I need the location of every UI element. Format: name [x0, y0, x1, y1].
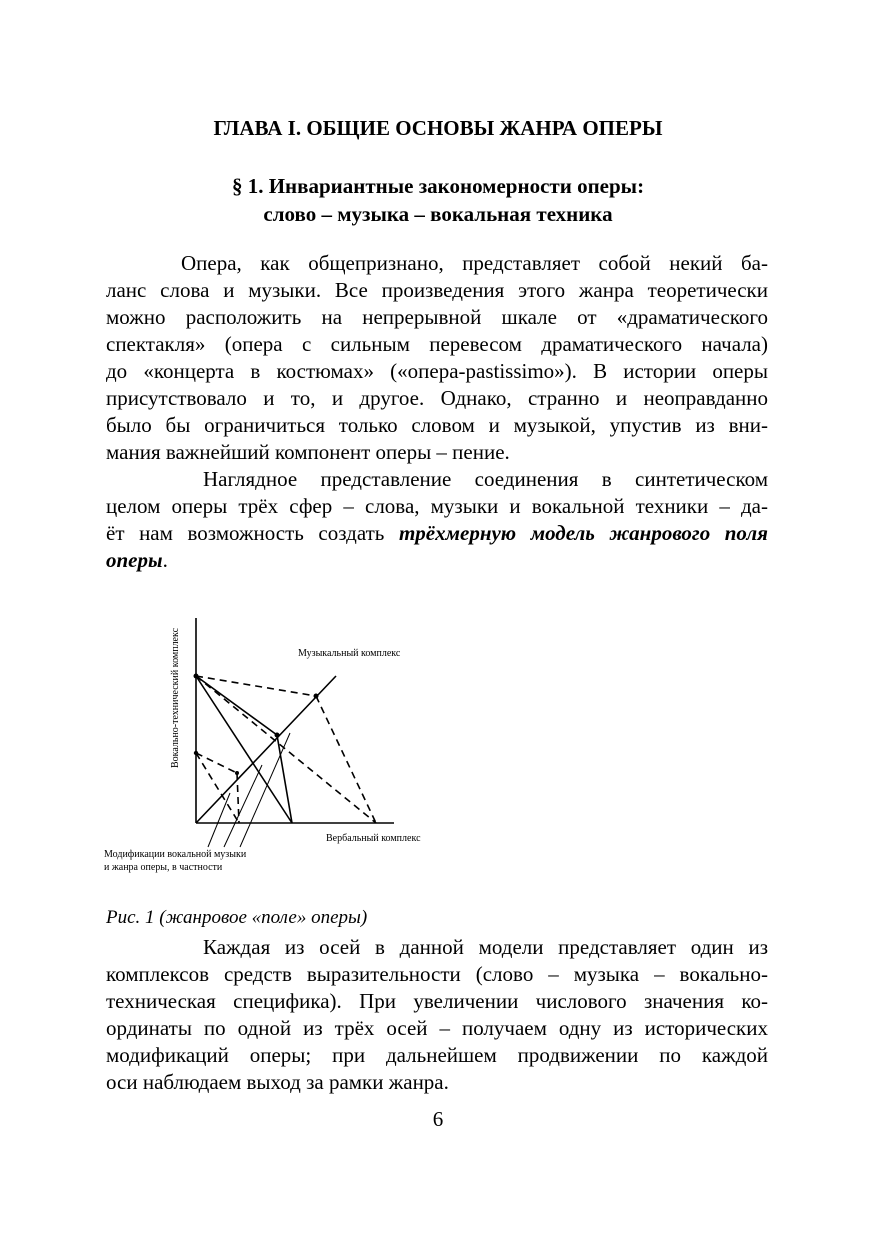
genre-field-figure	[100, 600, 440, 885]
point	[194, 751, 198, 755]
paragraph-line: оси наблюдаем выход за рамки жанра.	[106, 1070, 449, 1094]
point	[194, 674, 199, 679]
dashed-line	[196, 753, 239, 823]
note-line-2: и жанра оперы, в частности	[104, 862, 223, 873]
genre-field-diagram	[100, 600, 440, 885]
paragraph-line	[106, 547, 768, 574]
music-axis-label: Музыкальный комплекс	[298, 648, 401, 659]
paragraph-line: целом оперы трёх сфер – слова, музыки и вокальной техники – да-	[106, 494, 768, 518]
solid-line	[196, 676, 277, 735]
paragraph-1	[106, 250, 768, 466]
emphasized-text: оперы	[106, 548, 163, 572]
paragraph-line	[106, 520, 768, 547]
paragraph-line: до «концерта в костюмах» («опера-pastissimo»). В истории оперы	[106, 359, 768, 383]
dashed-line	[196, 753, 237, 773]
point	[314, 694, 319, 699]
paragraph-line: ординаты по одной из трёх осей – получаем одну из исторических	[106, 1016, 768, 1040]
paragraph-line: Наглядное представление соединения в синтетическом	[203, 467, 768, 491]
dashed-line	[196, 676, 316, 696]
page-number: 6	[432, 1107, 444, 1131]
paragraph-3	[106, 934, 768, 1096]
section-title-line-2: слово – музыка – вокальная техника	[263, 202, 613, 226]
paragraph-line: техническая специфика). При увеличении числового значения ко-	[106, 989, 768, 1013]
paragraph-line: было бы ограничиться только словом и музыкой, упустив из вни-	[106, 413, 768, 437]
paragraph-2	[106, 466, 768, 574]
pointer-line	[224, 765, 262, 847]
point	[275, 733, 280, 738]
note-line-1: Модификации вокальной музыки	[104, 849, 247, 860]
section-title	[0, 172, 876, 228]
figure-caption: Рис. 1 (жанровое «поле» оперы)	[106, 907, 368, 928]
period: .	[162, 548, 168, 572]
emphasized-text: трёхмерную модель жанрового поля	[398, 521, 768, 545]
point	[235, 771, 239, 775]
paragraph-line: Опера, как общепризнано, представляет собой некий ба-	[181, 251, 768, 275]
chapter-title: ГЛАВА I. ОБЩИЕ ОСНОВЫ ЖАНРА ОПЕРЫ	[213, 116, 663, 140]
paragraph-line: мания важнейший компонент оперы – пение.	[106, 440, 510, 464]
section-title-line-1: § 1. Инвариантные закономерности оперы:	[231, 174, 645, 198]
paragraph-line: спектакля» (опера с сильным перевесом драматического начала)	[106, 332, 768, 356]
plain-text: ёт нам возможность создать	[106, 521, 399, 545]
paragraph-line: Каждая из осей в данной модели представляет один из	[203, 935, 768, 959]
paragraph-line: модификаций оперы; при дальнейшем продвижении по каждой	[106, 1043, 768, 1067]
paragraph-line: присутствовало и то, и другое. Однако, странно и неоправданно	[106, 386, 768, 410]
solid-line	[196, 676, 292, 823]
paragraph-line: можно расположить на непрерывной шкале от «драматического	[106, 305, 768, 329]
y-axis-label: Вокально-технический комплекс	[170, 627, 181, 768]
x-axis-label: Вербальный комплекс	[326, 833, 421, 844]
dashed-line	[316, 696, 376, 823]
paragraph-line: ланс слова и музыки. Все произведения этого жанра теоретически	[106, 278, 768, 302]
dashed-line	[196, 676, 376, 823]
paragraph-line: комплексов средств выразительности (слово – музыка – вокально-	[106, 962, 768, 986]
pointer-line	[208, 793, 230, 847]
